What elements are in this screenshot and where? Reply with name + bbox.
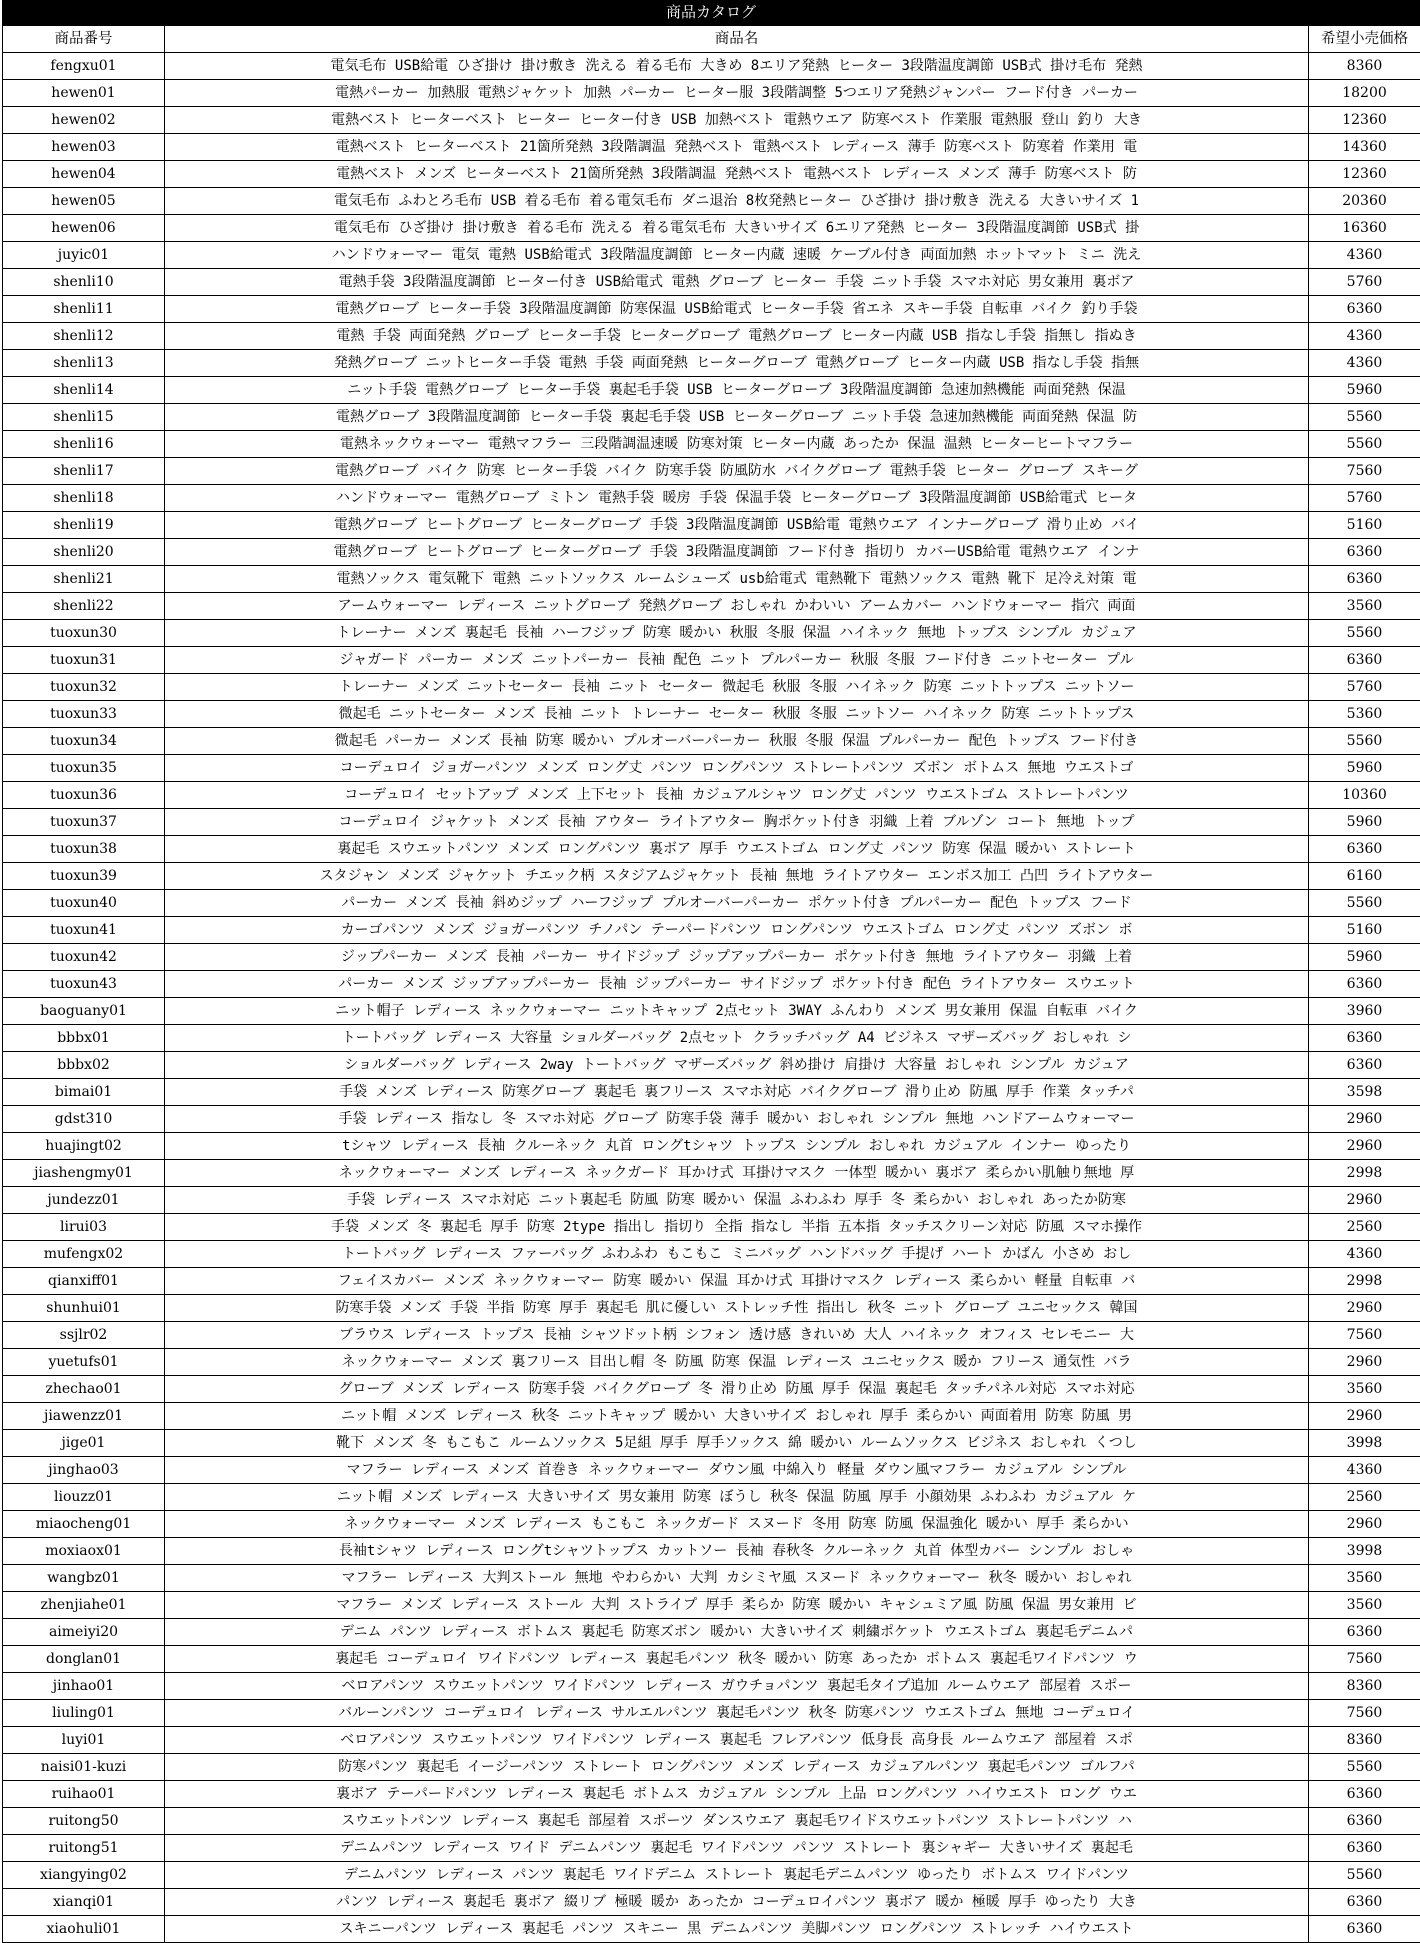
product-code-cell: jinhao01 [3,1673,165,1700]
table-row [3,242,1420,269]
table-row [3,998,1420,1025]
table-row [3,1592,1420,1619]
table-row [3,917,1420,944]
product-name-cell: フェイスカバー メンズ ネックウォーマー 防寒 暖かい 保温 耳かけ式 耳掛けマスク レディース 柔らかい 軽量 自転車 バ [165,1268,1309,1295]
table-row [3,701,1420,728]
retail-price-cell: 20360 [1309,188,1420,215]
retail-price-cell: 3998 [1309,1538,1420,1565]
product-code-cell: shenli18 [3,485,165,512]
table-row [3,215,1420,242]
product-name-cell: バルーンパンツ コーデュロイ レディース サルエルパンツ 裏起毛パンツ 秋冬 防寒パンツ ウエストゴム 無地 コーデュロイ [165,1700,1309,1727]
product-code-cell: jige01 [3,1430,165,1457]
product-code-cell: shunhui01 [3,1295,165,1322]
product-name-cell: 電熱グローブ ヒートグローブ ヒーターグローブ 手袋 3段階温度調節 USB給電 電熱ウエア インナーグローブ 滑り止め バイ [165,512,1309,539]
table-row [3,431,1420,458]
retail-price-cell: 6360 [1309,1619,1420,1646]
product-name-cell: トレーナー メンズ 裏起毛 長袖 ハーフジップ 防寒 暖かい 秋服 冬服 保温 ハイネック 無地 トップス シンプル カジュア [165,620,1309,647]
product-name-cell: 電熱ベスト ヒーターベスト ヒーター ヒーター付き USB 加熱ベスト 電熱ウエア 防寒ベスト 作業服 電熱服 登山 釣り 大き [165,107,1309,134]
table-row [3,1322,1420,1349]
product-code-cell: fengxu01 [3,53,165,80]
table-row [3,458,1420,485]
table-row [3,1565,1420,1592]
retail-price-cell: 5560 [1309,728,1420,755]
product-name-cell: 電熱グローブ バイク 防寒 ヒーター手袋 バイク 防寒手袋 防風防水 バイクグローブ 電熱手袋 ヒーター グローブ スキーグ [165,458,1309,485]
product-code-cell: ruihao01 [3,1781,165,1808]
product-name-cell: 裏起毛 コーデュロイ ワイドパンツ レディース 裏起毛パンツ 秋冬 暖かい 防寒 あったか ボトムス 裏起毛ワイドパンツ ウ [165,1646,1309,1673]
product-name-cell: 裏ボア テーパードパンツ レディース 裏起毛 ボトムス カジュアル シンプル 上品 ロングパンツ ハイウエスト ロング ウエ [165,1781,1309,1808]
product-code-cell: wangbz01 [3,1565,165,1592]
retail-price-cell: 6360 [1309,566,1420,593]
retail-price-cell: 5560 [1309,1754,1420,1781]
header-retail-price: 希望小売価格 [1309,26,1420,53]
table-row [3,890,1420,917]
retail-price-cell: 2960 [1309,1349,1420,1376]
table-row [3,809,1420,836]
product-name-cell: 手袋 レディース 指なし 冬 スマホ対応 グローブ 防寒手袋 薄手 暖かい おしゃれ シンプル 無地 ハンドアームウォーマー [165,1106,1309,1133]
retail-price-cell: 5560 [1309,1862,1420,1889]
product-name-cell: 微起毛 ニットセーター メンズ 長袖 ニット トレーナー セーター 秋服 冬服 ニットソー ハイネック 防寒 ニットトップス [165,701,1309,728]
retail-price-cell: 5960 [1309,944,1420,971]
product-code-cell: tuoxun32 [3,674,165,701]
product-code-cell: donglan01 [3,1646,165,1673]
table-row [3,107,1420,134]
product-code-cell: zhenjiahe01 [3,1592,165,1619]
product-name-cell: コーデュロイ セットアップ メンズ 上下セット 長袖 カジュアルシャツ ロング丈 パンツ ウエストゴム ストレートパンツ [165,782,1309,809]
product-code-cell: shenli13 [3,350,165,377]
retail-price-cell: 5160 [1309,917,1420,944]
product-code-cell: shenli12 [3,323,165,350]
table-row [3,1700,1420,1727]
product-name-cell: トートバッグ レディース 大容量 ショルダーバッグ 2点セット クラッチバッグ A4 ビジネス マザーズバッグ おしゃれ シ [165,1025,1309,1052]
table-row [3,1916,1420,1943]
product-name-cell: 手袋 レディース スマホ対応 ニット裏起毛 防風 防寒 暖かい 保温 ふわふわ 厚手 冬 柔らかい おしゃれ あったか防寒 [165,1187,1309,1214]
table-row [3,1133,1420,1160]
retail-price-cell: 3560 [1309,1592,1420,1619]
table-row [3,80,1420,107]
product-name-cell: ハンドウォーマー 電気 電熱 USB給電式 3段階温度調節 ヒーター内蔵 速暖 ケーブル付き 両面加熱 ホットマット ミニ 洗え [165,242,1309,269]
product-name-cell: 手袋 メンズ レディース 防寒グローブ 裏起毛 裏フリース スマホ対応 バイクグローブ 滑り止め 防風 厚手 作業 タッチパ [165,1079,1309,1106]
product-name-cell: デニムパンツ レディース ワイド デニムパンツ 裏起毛 ワイドパンツ パンツ ストレート 裏シャギー 大きいサイズ 裏起毛 [165,1835,1309,1862]
product-code-cell: xiaohuli01 [3,1916,165,1943]
product-name-cell: 電熱ネックウォーマー 電熱マフラー 三段階調温速暖 防寒対策 ヒーター内蔵 あったか 保温 温熱 ヒーターヒートマフラー [165,431,1309,458]
product-name-cell: 防寒パンツ 裏起毛 イージーパンツ ストレート ロングパンツ メンズ レディース カジュアルパンツ 裏起毛パンツ ゴルフパ [165,1754,1309,1781]
product-name-cell: コーデュロイ ジャケット メンズ 長袖 アウター ライトアウター 胸ポケット付き 羽織 上着 ブルゾン コート 無地 トップ [165,809,1309,836]
product-name-cell: トートバッグ レディース ファーバッグ ふわふわ もこもこ ミニバッグ ハンドバッグ 手提げ ハート かばん 小さめ おし [165,1241,1309,1268]
product-name-cell: 電熱ベスト メンズ ヒーターベスト 21箇所発熱 3段階調温 発熱ベスト 電熱ベスト レディース メンズ 薄手 防寒ベスト 防 [165,161,1309,188]
retail-price-cell: 2960 [1309,1295,1420,1322]
retail-price-cell: 2960 [1309,1403,1420,1430]
product-code-cell: tuoxun40 [3,890,165,917]
table-row [3,1889,1420,1916]
table-row [3,539,1420,566]
product-name-cell: 電熱グローブ ヒーター手袋 3段階温度調節 防寒保温 USB給電式 ヒーター手袋 省エネ スキー手袋 自転車 バイク 釣り手袋 [165,296,1309,323]
retail-price-cell: 18200 [1309,80,1420,107]
product-name-cell: カーゴパンツ メンズ ジョガーパンツ チノパン テーパードパンツ ロングパンツ ウエストゴム ロング丈 パンツ ズボン ボ [165,917,1309,944]
retail-price-cell: 5560 [1309,890,1420,917]
product-name-cell: ニット帽 メンズ レディース 大きいサイズ 男女兼用 防寒 ぼうし 秋冬 保温 防風 厚手 小顔効果 ふわふわ カジュアル ケ [165,1484,1309,1511]
retail-price-cell: 7560 [1309,458,1420,485]
product-code-cell: hewen02 [3,107,165,134]
retail-price-cell: 2960 [1309,1133,1420,1160]
product-code-cell: tuoxun38 [3,836,165,863]
table-row [3,1673,1420,1700]
table-row [3,1457,1420,1484]
product-code-cell: baoguany01 [3,998,165,1025]
table-row [3,269,1420,296]
product-code-cell: moxiaox01 [3,1538,165,1565]
product-code-cell: miaocheng01 [3,1511,165,1538]
product-name-cell: 電気毛布 ふわとろ毛布 USB 着る毛布 着る電気毛布 ダニ退治 8枚発熱ヒーター ひざ掛け 掛け敷き 洗える 大きいサイズ 1 [165,188,1309,215]
retail-price-cell: 6160 [1309,863,1420,890]
product-name-cell: ジップパーカー メンズ 長袖 パーカー サイドジップ ジップアップパーカー ポケット付き 無地 ライトアウター 羽織 上着 [165,944,1309,971]
retail-price-cell: 5760 [1309,485,1420,512]
product-name-cell: アームウォーマー レディース ニットグローブ 発熱グローブ おしゃれ かわいい アームカバー ハンドウォーマー 指穴 両面 [165,593,1309,620]
retail-price-cell: 6360 [1309,1889,1420,1916]
header-product-name: 商品名 [165,26,1309,53]
product-name-cell: ブラウス レディース トップス 長袖 シャツドット柄 シフォン 透け感 きれいめ 大人 ハイネック オフィス セレモニー 大 [165,1322,1309,1349]
retail-price-cell: 6360 [1309,1916,1420,1943]
product-code-cell: hewen04 [3,161,165,188]
retail-price-cell: 2560 [1309,1214,1420,1241]
product-code-cell: luyi01 [3,1727,165,1754]
product-name-cell: 電熱 手袋 両面発熱 グローブ ヒーター手袋 ヒーターグローブ 電熱グローブ ヒーター内蔵 USB 指なし手袋 指無し 指ぬき [165,323,1309,350]
product-name-cell: ジャガード パーカー メンズ ニットパーカー 長袖 配色 ニット プルパーカー 秋服 冬服 フード付き ニットセーター プル [165,647,1309,674]
product-name-cell: パンツ レディース 裏起毛 裏ボア 綴リブ 極暖 暖か あったか コーデュロイパンツ 裏ボア 暖か 極暖 厚手 ゆったり 大き [165,1889,1309,1916]
product-code-cell: lirui03 [3,1214,165,1241]
product-code-cell: liuling01 [3,1700,165,1727]
table-row [3,620,1420,647]
table-row [3,1052,1420,1079]
table-row [3,188,1420,215]
product-name-cell: 電熱ベスト ヒーターベスト 21箇所発熱 3段階調温 発熱ベスト 電熱ベスト レディース 薄手 防寒ベスト 防寒着 作業用 電 [165,134,1309,161]
retail-price-cell: 4360 [1309,323,1420,350]
product-code-cell: hewen03 [3,134,165,161]
retail-price-cell: 5560 [1309,404,1420,431]
product-code-cell: mufengx02 [3,1241,165,1268]
product-code-cell: juyic01 [3,242,165,269]
table-row [3,350,1420,377]
product-name-cell: ネックウォーマー メンズ 裏フリース 目出し帽 冬 防風 防寒 保温 レディース ユニセックス 暖か フリース 通気性 バラ [165,1349,1309,1376]
product-code-cell: jinghao03 [3,1457,165,1484]
retail-price-cell: 2560 [1309,1484,1420,1511]
product-code-cell: tuoxun41 [3,917,165,944]
product-code-cell: bbbx01 [3,1025,165,1052]
retail-price-cell: 6360 [1309,971,1420,998]
table-row [3,1268,1420,1295]
product-code-cell: naisi01-kuzi [3,1754,165,1781]
product-name-cell: マフラー レディース メンズ 首巻き ネックウォーマー ダウン風 中綿入り 軽量 ダウン風マフラー カジュアル シンプル [165,1457,1309,1484]
retail-price-cell: 8360 [1309,53,1420,80]
product-code-cell: qianxiff01 [3,1268,165,1295]
product-name-cell: ハンドウォーマー 電熱グローブ ミトン 電熱手袋 暖房 手袋 保温手袋 ヒーターグローブ 3段階温度調節 USB給電式 ヒータ [165,485,1309,512]
retail-price-cell: 7560 [1309,1322,1420,1349]
product-name-cell: スウエットパンツ レディース 裏起毛 部屋着 スポーツ ダンスウエア 裏起毛ワイドスウエットパンツ ストレートパンツ ハ [165,1808,1309,1835]
retail-price-cell: 5960 [1309,377,1420,404]
retail-price-cell: 6360 [1309,647,1420,674]
table-row [3,404,1420,431]
retail-price-cell: 2960 [1309,1187,1420,1214]
product-code-cell: hewen01 [3,80,165,107]
retail-price-cell: 5560 [1309,620,1420,647]
table-row [3,566,1420,593]
product-code-cell: tuoxun35 [3,755,165,782]
retail-price-cell: 5360 [1309,701,1420,728]
table-row [3,323,1420,350]
retail-price-cell: 6360 [1309,296,1420,323]
product-code-cell: tuoxun43 [3,971,165,998]
product-code-cell: jiashengmy01 [3,1160,165,1187]
product-code-cell: huajingt02 [3,1133,165,1160]
retail-price-cell: 5160 [1309,512,1420,539]
table-row [3,1727,1420,1754]
retail-price-cell: 12360 [1309,107,1420,134]
product-name-cell: ネックウォーマー メンズ レディース ネックガード 耳かけ式 耳掛けマスク 一体型 暖かい 裏ボア 柔らかい肌触り無地 厚 [165,1160,1309,1187]
product-name-cell: マフラー レディース 大判ストール 無地 やわらかい 大判 カシミヤ風 スヌード ネックウォーマー 秋冬 暖かい おしゃれ [165,1565,1309,1592]
product-name-cell: 手袋 メンズ 冬 裏起毛 厚手 防寒 2type 指出し 指切り 全指 指なし 半指 五本指 タッチスクリーン対応 防風 スマホ操作 [165,1214,1309,1241]
product-name-cell: トレーナー メンズ ニットセーター 長袖 ニット セーター 微起毛 秋服 冬服 ハイネック 防寒 ニットトップス ニットソー [165,674,1309,701]
header-row [3,26,1420,53]
table-row [3,647,1420,674]
retail-price-cell: 7560 [1309,1700,1420,1727]
retail-price-cell: 2960 [1309,1511,1420,1538]
retail-price-cell: 3998 [1309,1430,1420,1457]
product-code-cell: yuetufs01 [3,1349,165,1376]
product-code-cell: gdst310 [3,1106,165,1133]
table-row [3,1835,1420,1862]
catalog-title: 商品カタログ [2,0,1420,25]
product-name-cell: 靴下 メンズ 冬 もこもこ ルームソックス 5足組 厚手 厚手ソックス 綿 暖かい ルームソックス ビジネス おしゃれ くつし [165,1430,1309,1457]
table-row [3,836,1420,863]
product-code-cell: shenli14 [3,377,165,404]
product-code-cell: shenli19 [3,512,165,539]
retail-price-cell: 6360 [1309,1835,1420,1862]
product-code-cell: hewen05 [3,188,165,215]
table-row [3,1025,1420,1052]
table-row [3,1808,1420,1835]
product-code-cell: ruitong50 [3,1808,165,1835]
product-name-cell: 電熱手袋 3段階温度調節 ヒーター付き USB給電式 電熱 グローブ ヒーター 手袋 ニット手袋 スマホ対応 男女兼用 裏ボア [165,269,1309,296]
header-product-code: 商品番号 [3,26,165,53]
product-code-cell: tuoxun31 [3,647,165,674]
product-name-cell: ニット帽 メンズ レディース 秋冬 ニットキャップ 暖かい 大きいサイズ おしゃれ 厚手 柔らかい 両面着用 防寒 防風 男 [165,1403,1309,1430]
product-code-cell: shenli15 [3,404,165,431]
product-code-cell: shenli16 [3,431,165,458]
table-row [3,863,1420,890]
product-name-cell: 電気毛布 ひざ掛け 掛け敷き 着る毛布 洗える 着る電気毛布 大きいサイズ 6エリア発熱 ヒーター 3段階温度調節 USB式 掛 [165,215,1309,242]
table-row [3,1106,1420,1133]
retail-price-cell: 6360 [1309,1781,1420,1808]
table-row [3,1214,1420,1241]
product-code-cell: shenli21 [3,566,165,593]
table-row [3,593,1420,620]
table-row [3,1376,1420,1403]
product-name-cell: ニット手袋 電熱グローブ ヒーター手袋 裏起毛手袋 USB ヒーターグローブ 3段階温度調節 急速加熱機能 両面発熱 保温 [165,377,1309,404]
table-row [3,1187,1420,1214]
catalog-table [2,25,1420,1943]
retail-price-cell: 3598 [1309,1079,1420,1106]
product-name-cell: tシャツ レディース 長袖 クルーネック 丸首 ロングtシャツ トップス シンプル おしゃれ カジュアル インナー ゆったり [165,1133,1309,1160]
retail-price-cell: 2960 [1309,1106,1420,1133]
table-row [3,1430,1420,1457]
retail-price-cell: 4360 [1309,1241,1420,1268]
retail-price-cell: 2998 [1309,1268,1420,1295]
product-code-cell: xianqi01 [3,1889,165,1916]
product-name-cell: スタジャン メンズ ジャケット チエック柄 スタジアムジャケット 長袖 無地 ライトアウター エンボス加工 凸凹 ライトアウター [165,863,1309,890]
table-row [3,1538,1420,1565]
product-name-cell: コーデュロイ ジョガーパンツ メンズ ロング丈 パンツ ロングパンツ ストレートパンツ ズボン ボトムス 無地 ウエストゴ [165,755,1309,782]
catalog-rows [3,53,1420,1943]
product-code-cell: bimai01 [3,1079,165,1106]
retail-price-cell: 14360 [1309,134,1420,161]
product-code-cell: bbbx02 [3,1052,165,1079]
table-row [3,728,1420,755]
table-row [3,1862,1420,1889]
retail-price-cell: 3560 [1309,1376,1420,1403]
retail-price-cell: 3560 [1309,593,1420,620]
retail-price-cell: 6360 [1309,1808,1420,1835]
product-code-cell: tuoxun39 [3,863,165,890]
product-code-cell: jundezz01 [3,1187,165,1214]
product-code-cell: jiawenzz01 [3,1403,165,1430]
table-row [3,674,1420,701]
retail-price-cell: 5960 [1309,755,1420,782]
retail-price-cell: 16360 [1309,215,1420,242]
table-row [3,1484,1420,1511]
table-row [3,53,1420,80]
product-code-cell: tuoxun42 [3,944,165,971]
product-code-cell: shenli20 [3,539,165,566]
catalog-sheet [2,0,1420,1943]
table-row [3,1241,1420,1268]
table-row [3,161,1420,188]
retail-price-cell: 4360 [1309,1457,1420,1484]
table-row [3,1160,1420,1187]
table-row [3,377,1420,404]
retail-price-cell: 4360 [1309,242,1420,269]
retail-price-cell: 12360 [1309,161,1420,188]
product-name-cell: ベロアパンツ スウエットパンツ ワイドパンツ レディース ガウチョパンツ 裏起毛タイプ追加 ルームウエア 部屋着 スポー [165,1673,1309,1700]
product-name-cell: グローブ メンズ レディース 防寒手袋 バイクグローブ 冬 滑り止め 防風 厚手 保温 裏起毛 タッチパネル対応 スマホ対応 [165,1376,1309,1403]
product-name-cell: デニム パンツ レディース ボトムス 裏起毛 防寒ズボン 暖かい 大きいサイズ 刺繍ポケット ウエストゴム 裏起毛デニムパ [165,1619,1309,1646]
product-code-cell: ssjlr02 [3,1322,165,1349]
product-name-cell: 裏起毛 スウエットパンツ メンズ ロングパンツ 裏ボア 厚手 ウエストゴム ロング丈 パンツ 防寒 保温 暖かい ストレート [165,836,1309,863]
product-code-cell: ruitong51 [3,1835,165,1862]
product-code-cell: tuoxun33 [3,701,165,728]
product-name-cell: ネックウォーマー メンズ レディース もこもこ ネックガード スヌード 冬用 防寒 防風 保温強化 暖かい 厚手 柔らかい [165,1511,1309,1538]
product-name-cell: 電熱グローブ ヒートグローブ ヒーターグローブ 手袋 3段階温度調節 フード付き 指切り カバーUSB給電 電熱ウエア インナ [165,539,1309,566]
product-code-cell: shenli22 [3,593,165,620]
product-code-cell: tuoxun36 [3,782,165,809]
product-code-cell: zhechao01 [3,1376,165,1403]
product-code-cell: tuoxun34 [3,728,165,755]
retail-price-cell: 5760 [1309,269,1420,296]
product-name-cell: スキニーパンツ レディース 裏起毛 パンツ スキニー 黒 デニムパンツ 美脚パンツ ロングパンツ ストレッチ ハイウエスト [165,1916,1309,1943]
product-name-cell: 電熱ソックス 電気靴下 電熱 ニットソックス ルームシューズ usb給電式 電熱靴下 電熱ソックス 電熱 靴下 足冷え対策 電 [165,566,1309,593]
product-code-cell: shenli10 [3,269,165,296]
retail-price-cell: 2998 [1309,1160,1420,1187]
product-code-cell: shenli17 [3,458,165,485]
table-row [3,1646,1420,1673]
table-row [3,971,1420,998]
retail-price-cell: 6360 [1309,539,1420,566]
product-code-cell: tuoxun30 [3,620,165,647]
product-name-cell: 発熱グローブ ニットヒーター手袋 電熱 手袋 両面発熱 ヒーターグローブ 電熱グローブ ヒーター内蔵 USB 指なし手袋 指無 [165,350,1309,377]
product-name-cell: 長袖tシャツ レディース ロングtシャツトップス カットソー 長袖 春秋冬 クルーネック 丸首 体型カバー シンプル おしゃ [165,1538,1309,1565]
retail-price-cell: 6360 [1309,836,1420,863]
retail-price-cell: 8360 [1309,1727,1420,1754]
product-name-cell: 電熱グローブ 3段階温度調節 ヒーター手袋 裏起毛手袋 USB ヒーターグローブ ニット手袋 急速加熱機能 両面発熱 保温 防 [165,404,1309,431]
retail-price-cell: 5560 [1309,431,1420,458]
retail-price-cell: 4360 [1309,350,1420,377]
table-row [3,944,1420,971]
retail-price-cell: 5960 [1309,809,1420,836]
retail-price-cell: 8360 [1309,1673,1420,1700]
retail-price-cell: 6360 [1309,1052,1420,1079]
table-row [3,755,1420,782]
retail-price-cell: 3960 [1309,998,1420,1025]
table-row [3,1079,1420,1106]
table-row [3,296,1420,323]
product-name-cell: デニムパンツ レディース パンツ 裏起毛 ワイドデニム ストレート 裏起毛デニムパンツ ゆったり ボトムス ワイドパンツ [165,1862,1309,1889]
product-name-cell: 防寒手袋 メンズ 手袋 半指 防寒 厚手 裏起毛 肌に優しい ストレッチ性 指出し 秋冬 ニット グローブ ユニセックス 韓国 [165,1295,1309,1322]
table-row [3,1295,1420,1322]
product-code-cell: hewen06 [3,215,165,242]
product-code-cell: aimeiyi20 [3,1619,165,1646]
product-name-cell: マフラー メンズ レディース ストール 大判 ストライプ 厚手 柔らか 防寒 暖かい キャシュミア風 防風 保温 男女兼用 ビ [165,1592,1309,1619]
product-name-cell: ショルダーバッグ レディース 2way トートバッグ マザーズバッグ 斜め掛け 肩掛け 大容量 おしゃれ シンプル カジュア [165,1052,1309,1079]
table-row [3,1754,1420,1781]
product-name-cell: 微起毛 パーカー メンズ 長袖 防寒 暖かい プルオーバーパーカー 秋服 冬服 保温 プルパーカー 配色 トップス フード付き [165,728,1309,755]
table-row [3,1403,1420,1430]
table-row [3,782,1420,809]
product-code-cell: xiangying02 [3,1862,165,1889]
product-name-cell: パーカー メンズ ジップアップパーカー 長袖 ジップパーカー サイドジップ ポケット付き 配色 ライトアウター スウエット [165,971,1309,998]
product-name-cell: ベロアパンツ スウエットパンツ ワイドパンツ レディース 裏起毛 フレアパンツ 低身長 高身長 ルームウエア 部屋着 スポ [165,1727,1309,1754]
table-row [3,512,1420,539]
retail-price-cell: 5760 [1309,674,1420,701]
product-name-cell: 電熱パーカー 加熱服 電熱ジャケット 加熱 パーカー ヒーター服 3段階調整 5つエリア発熱ジャンパー フード付き パーカー [165,80,1309,107]
table-row [3,1349,1420,1376]
product-code-cell: shenli11 [3,296,165,323]
retail-price-cell: 6360 [1309,1025,1420,1052]
retail-price-cell: 10360 [1309,782,1420,809]
retail-price-cell: 7560 [1309,1646,1420,1673]
table-row [3,134,1420,161]
table-row [3,1511,1420,1538]
retail-price-cell: 3560 [1309,1565,1420,1592]
product-name-cell: 電気毛布 USB給電 ひざ掛け 掛け敷き 洗える 着る毛布 大きめ 8エリア発熱 ヒーター 3段階温度調節 USB式 掛け毛布 発熱 [165,53,1309,80]
product-code-cell: liouzz01 [3,1484,165,1511]
table-row [3,1619,1420,1646]
product-name-cell: ニット帽子 レディース ネックウォーマー ニットキャップ 2点セット 3WAY ふんわり メンズ 男女兼用 保温 自転車 バイク [165,998,1309,1025]
product-code-cell: tuoxun37 [3,809,165,836]
table-row [3,1781,1420,1808]
table-row [3,485,1420,512]
product-name-cell: パーカー メンズ 長袖 斜めジップ ハーフジップ プルオーバーパーカー ポケット付き プルパーカー 配色 トップス フード [165,890,1309,917]
